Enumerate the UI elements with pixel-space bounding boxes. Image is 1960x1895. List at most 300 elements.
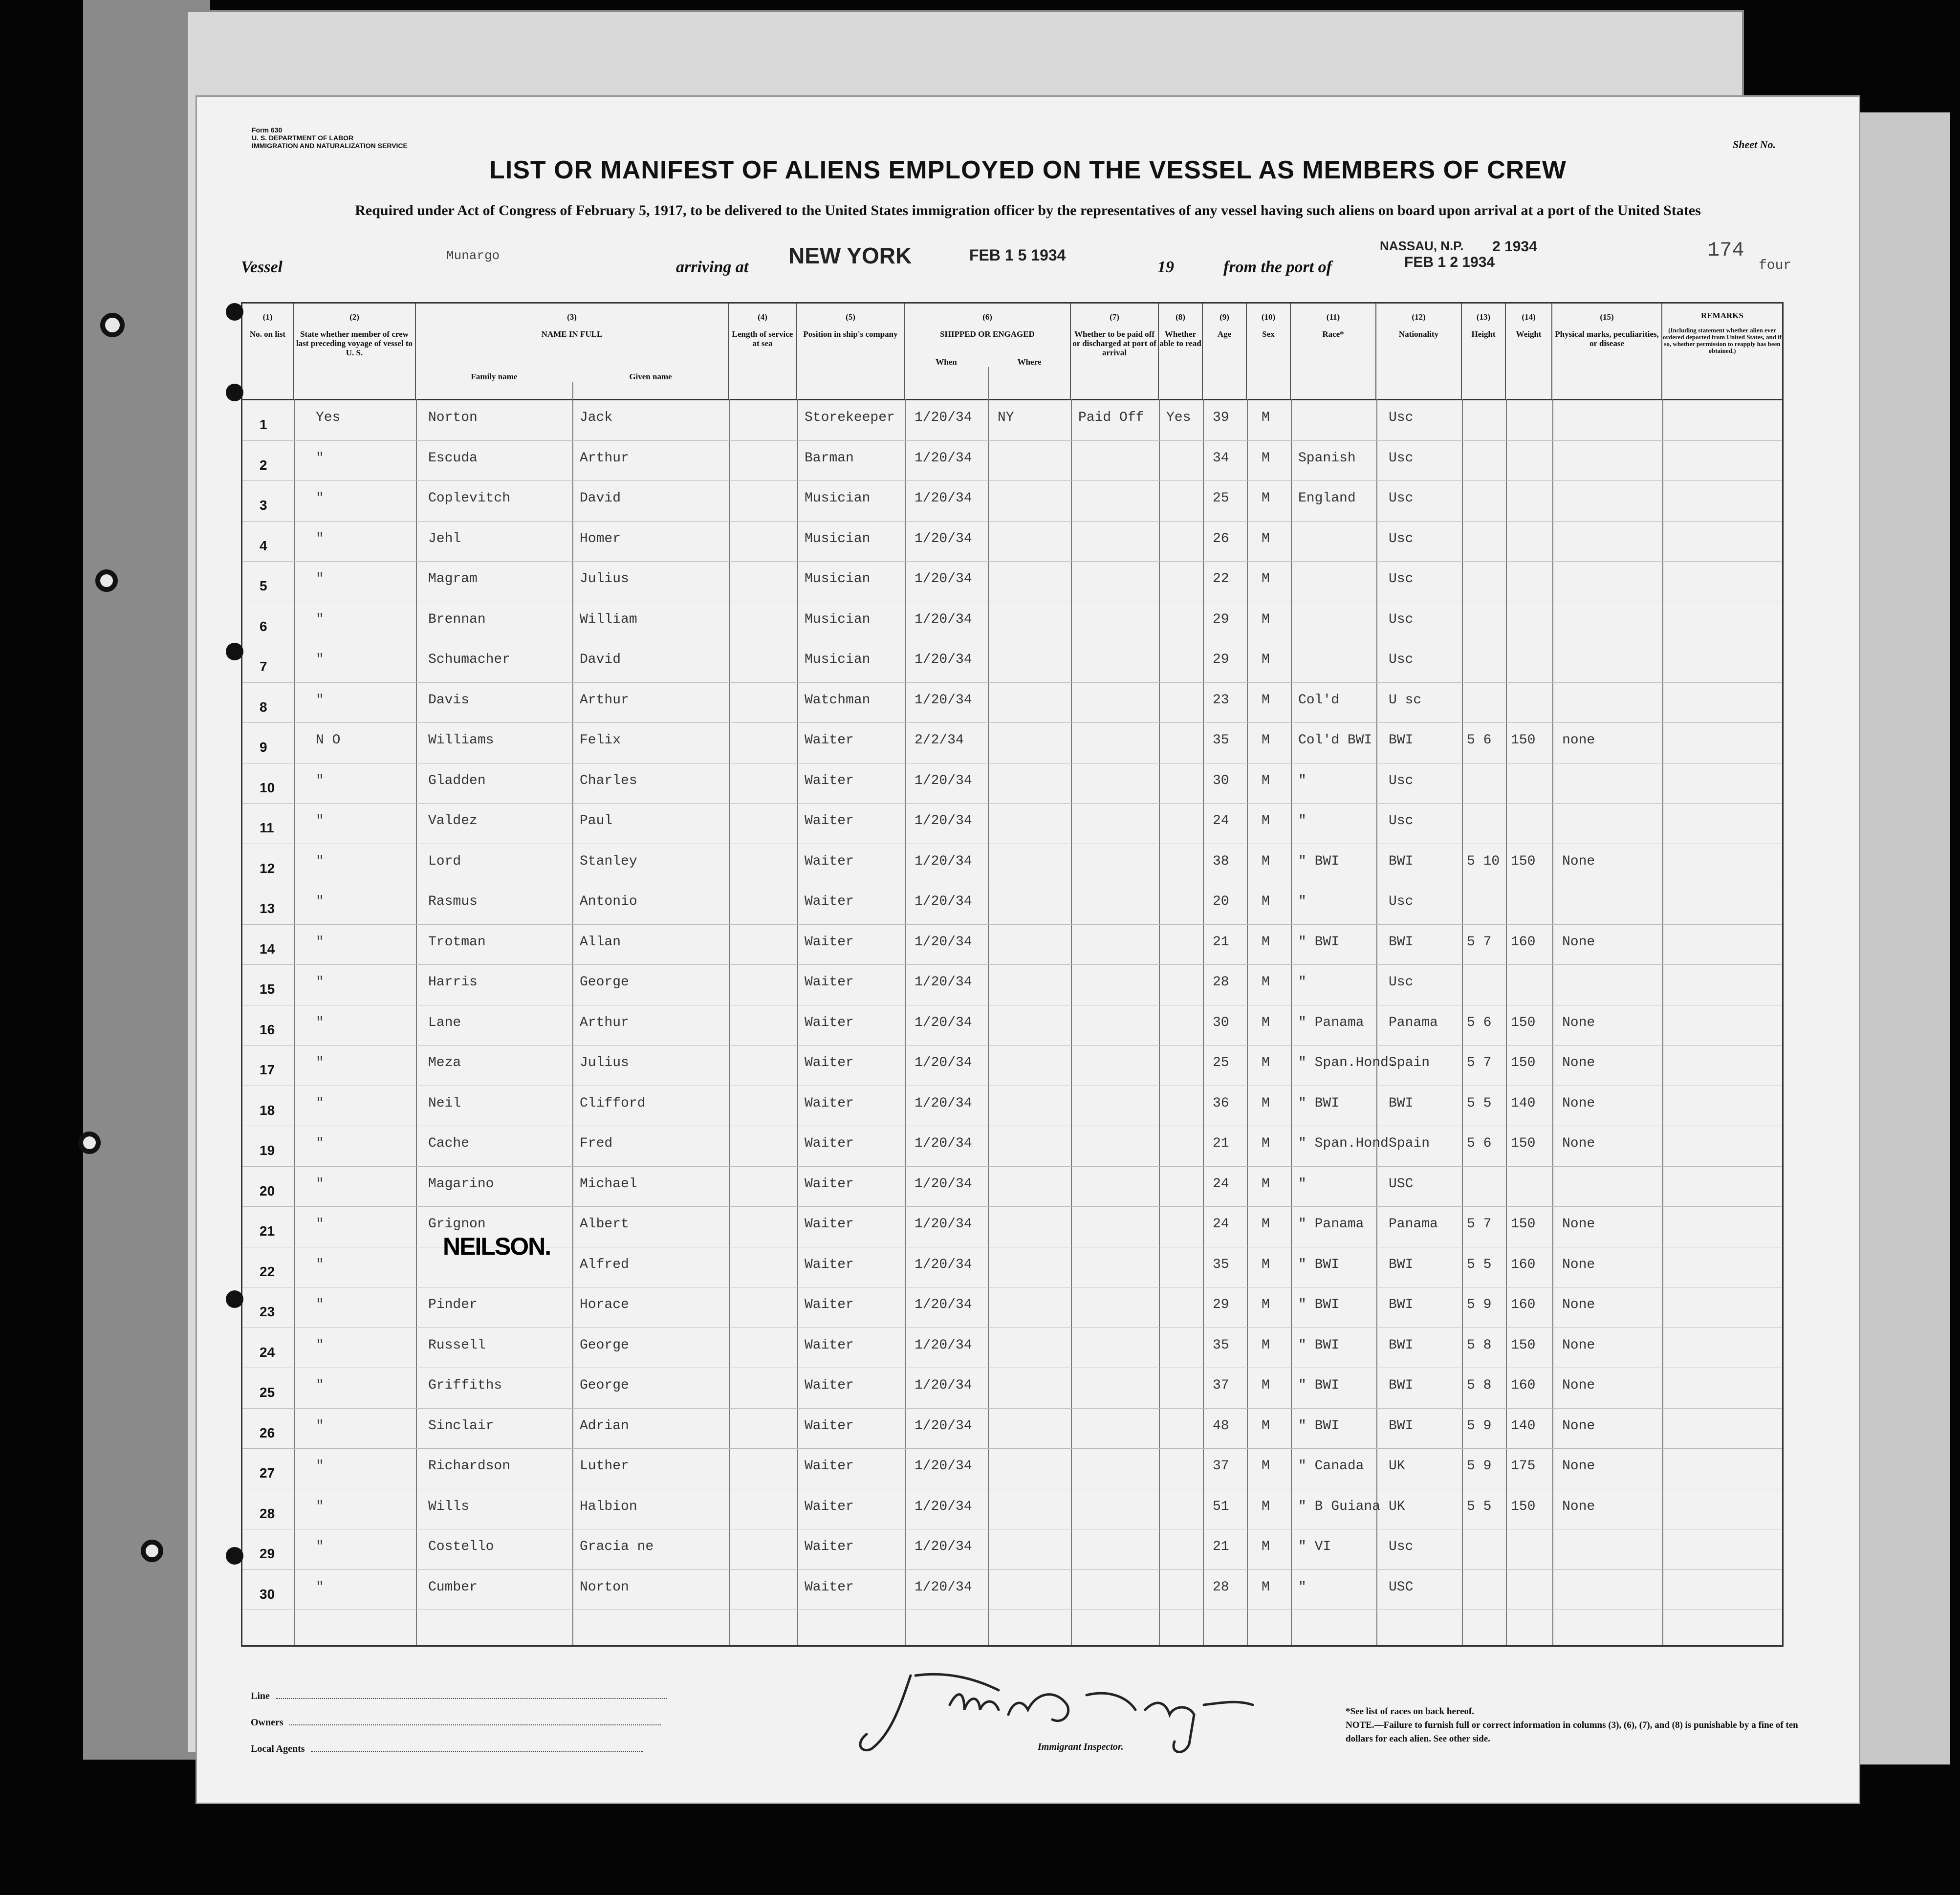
col-header-height: (13) Height bbox=[1462, 304, 1506, 399]
cell-weight: 150 bbox=[1511, 1337, 1536, 1353]
cell-no: 14 bbox=[260, 941, 275, 957]
cell-height: 5 9 bbox=[1467, 1418, 1492, 1434]
cell-age: 26 bbox=[1213, 531, 1229, 546]
cell-position: Waiter bbox=[805, 1176, 854, 1192]
cell-height: 5 9 bbox=[1467, 1459, 1492, 1474]
cell-given: Halbion bbox=[580, 1499, 637, 1514]
cell-race: " BWI bbox=[1298, 1257, 1340, 1272]
cell-weight: 160 bbox=[1511, 1378, 1536, 1393]
cell-weight: 140 bbox=[1511, 1418, 1536, 1434]
cell-position: Musician bbox=[805, 531, 871, 546]
cell-age: 20 bbox=[1213, 894, 1229, 909]
cell-position: Waiter bbox=[805, 1297, 854, 1312]
cell-weight: 150 bbox=[1511, 1055, 1536, 1070]
cell-sex: M bbox=[1262, 410, 1270, 425]
punch-hole bbox=[226, 384, 243, 401]
col-header-sex: (10) Sex bbox=[1247, 304, 1291, 399]
handwritten-correction: NEILSON. bbox=[443, 1233, 551, 1260]
cell-when: 1/20/34 bbox=[915, 1418, 972, 1434]
cell-sex: M bbox=[1262, 894, 1270, 909]
cell-marks: None bbox=[1562, 1378, 1595, 1393]
cell-prev: " bbox=[316, 1055, 324, 1070]
cell-weight: 150 bbox=[1511, 1499, 1536, 1514]
cell-sex: M bbox=[1262, 1499, 1270, 1514]
table-row bbox=[242, 441, 1782, 481]
cell-position: Waiter bbox=[805, 1539, 854, 1554]
cell-given: Arthur bbox=[580, 1015, 629, 1030]
cell-marks: None bbox=[1562, 1055, 1595, 1070]
voyage-line bbox=[241, 239, 1792, 287]
col-header-name: (3) NAME IN FULL Family name Given name bbox=[416, 304, 729, 399]
cell-no: 18 bbox=[260, 1102, 275, 1118]
cell-nationality: Usc bbox=[1389, 975, 1414, 990]
cell-sex: M bbox=[1262, 1459, 1270, 1474]
cell-height: 5 6 bbox=[1467, 1015, 1492, 1030]
cell-marks: None bbox=[1562, 1499, 1595, 1514]
from-port-label: from the port of bbox=[1223, 258, 1332, 276]
cell-given: Paul bbox=[580, 813, 613, 828]
cell-height: 5 6 bbox=[1467, 1136, 1492, 1151]
cell-given: Adrian bbox=[580, 1418, 629, 1434]
punch-hole bbox=[226, 1290, 243, 1308]
table-row bbox=[242, 683, 1782, 723]
cell-marks: None bbox=[1562, 1217, 1595, 1232]
cell-nationality: Usc bbox=[1389, 1539, 1414, 1554]
cell-race: England bbox=[1298, 491, 1356, 506]
table-row bbox=[242, 1449, 1782, 1489]
cell-given: Homer bbox=[580, 531, 621, 546]
cell-sex: M bbox=[1262, 1055, 1270, 1070]
cell-no: 24 bbox=[260, 1344, 275, 1360]
col-header-where: Where bbox=[1017, 357, 1042, 367]
cell-position: Waiter bbox=[805, 1257, 854, 1272]
cell-height: 5 5 bbox=[1467, 1257, 1492, 1272]
cell-prev: " bbox=[316, 1257, 324, 1272]
cell-race: Col'd BWI bbox=[1298, 733, 1372, 748]
cell-position: Musician bbox=[805, 571, 871, 587]
table-row bbox=[242, 481, 1782, 522]
cell-height: 5 8 bbox=[1467, 1337, 1492, 1353]
cell-family: Costello bbox=[428, 1539, 494, 1554]
page-number: 174 bbox=[1707, 239, 1744, 262]
punch-hole bbox=[141, 1540, 163, 1562]
cell-when: 1/20/34 bbox=[915, 1217, 972, 1232]
cell-race: " VI bbox=[1298, 1539, 1331, 1554]
cell-race: " bbox=[1298, 1176, 1307, 1192]
cell-family: Trotman bbox=[428, 934, 486, 950]
cell-race: " bbox=[1298, 773, 1307, 788]
cell-race: " Canada bbox=[1298, 1459, 1364, 1474]
table-row bbox=[242, 804, 1782, 844]
cell-age: 23 bbox=[1213, 692, 1229, 708]
cell-when: 1/20/34 bbox=[915, 1257, 972, 1272]
cell-race: " BWI bbox=[1298, 934, 1340, 950]
cell-sex: M bbox=[1262, 813, 1270, 828]
cell-given: David bbox=[580, 652, 621, 667]
cell-when: 1/20/34 bbox=[915, 652, 972, 667]
table-row bbox=[242, 1126, 1782, 1167]
cell-race: " BWI bbox=[1298, 1297, 1340, 1312]
cell-position: Storekeeper bbox=[805, 410, 895, 425]
cell-no: 8 bbox=[260, 699, 267, 715]
cell-no: 5 bbox=[260, 578, 267, 593]
cell-when: 1/20/34 bbox=[915, 1337, 972, 1353]
cell-race: " bbox=[1298, 813, 1307, 828]
footnote bbox=[1346, 1705, 1825, 1746]
cell-marks: None bbox=[1562, 1136, 1595, 1151]
cell-position: Waiter bbox=[805, 1418, 854, 1434]
col-header-shipped: (6) SHIPPED OR ENGAGED When Where bbox=[905, 304, 1071, 399]
col-header-age: (9) Age bbox=[1203, 304, 1247, 399]
table-row bbox=[242, 1086, 1782, 1127]
cell-family: Rasmus bbox=[428, 894, 478, 909]
cell-nationality: BWI bbox=[1389, 1257, 1414, 1272]
cell-age: 36 bbox=[1213, 1095, 1229, 1111]
cell-no: 25 bbox=[260, 1385, 275, 1400]
cell-age: 51 bbox=[1213, 1499, 1229, 1514]
cell-age: 39 bbox=[1213, 410, 1229, 425]
cell-no: 7 bbox=[260, 659, 267, 674]
cell-family: Griffiths bbox=[428, 1378, 502, 1393]
cell-race: " BWI bbox=[1298, 853, 1340, 869]
cell-family: Schumacher bbox=[428, 652, 511, 667]
cell-age: 48 bbox=[1213, 1418, 1229, 1434]
cell-when: 1/20/34 bbox=[915, 491, 972, 506]
cell-no: 23 bbox=[260, 1304, 275, 1319]
cell-height: 5 5 bbox=[1467, 1499, 1492, 1514]
table-row bbox=[242, 522, 1782, 562]
cell-no: 2 bbox=[260, 457, 267, 473]
cell-race: Col'd bbox=[1298, 692, 1340, 708]
cell-no: 22 bbox=[260, 1263, 275, 1279]
crew-table bbox=[241, 302, 1784, 1647]
cell-nationality: BWI bbox=[1389, 934, 1414, 950]
cell-weight: 150 bbox=[1511, 1015, 1536, 1030]
cell-family: Valdez bbox=[428, 813, 478, 828]
cell-nationality: Panama bbox=[1389, 1217, 1438, 1232]
cell-family: Magram bbox=[428, 571, 478, 587]
cell-height: 5 6 bbox=[1467, 733, 1492, 748]
cell-age: 24 bbox=[1213, 813, 1229, 828]
cell-family: Lord bbox=[428, 853, 461, 869]
cell-prev: " bbox=[316, 773, 324, 788]
cell-sex: M bbox=[1262, 692, 1270, 708]
form-service: IMMIGRATION AND NATURALIZATION SERVICE bbox=[252, 142, 408, 150]
cell-sex: M bbox=[1262, 934, 1270, 950]
col-header-weight: (14) Weight bbox=[1506, 304, 1552, 399]
cell-when: 1/20/34 bbox=[915, 894, 972, 909]
cell-weight: 150 bbox=[1511, 1217, 1536, 1232]
cell-nationality: Usc bbox=[1389, 450, 1414, 466]
cell-weight: 140 bbox=[1511, 1095, 1536, 1111]
cell-position: Watchman bbox=[805, 692, 871, 708]
cell-prev: " bbox=[316, 450, 324, 466]
cell-where: NY bbox=[998, 410, 1014, 425]
cell-nationality: Panama bbox=[1389, 1015, 1438, 1030]
col-header-given-name: Given name bbox=[629, 372, 672, 381]
cell-sex: M bbox=[1262, 1337, 1270, 1353]
cell-position: Waiter bbox=[805, 1579, 854, 1595]
cell-nationality: U sc bbox=[1389, 692, 1422, 708]
cell-position: Waiter bbox=[805, 1378, 854, 1393]
cell-prev: " bbox=[316, 1539, 324, 1554]
cell-family: Pinder bbox=[428, 1297, 478, 1312]
form-department: U. S. DEPARTMENT OF LABOR bbox=[252, 134, 354, 142]
cell-height: 5 7 bbox=[1467, 1217, 1492, 1232]
cell-no: 10 bbox=[260, 780, 275, 795]
cell-prev: " bbox=[316, 813, 324, 828]
cell-race: " B Guiana bbox=[1298, 1499, 1381, 1514]
cell-family: Gladden bbox=[428, 773, 486, 788]
cell-nationality: Usc bbox=[1389, 894, 1414, 909]
line-field: Line bbox=[251, 1683, 667, 1709]
cell-nationality: USC bbox=[1389, 1579, 1414, 1595]
cell-nationality: BWI bbox=[1389, 1095, 1414, 1111]
cell-family: Neil bbox=[428, 1095, 461, 1111]
cell-prev: " bbox=[316, 894, 324, 909]
cell-sex: M bbox=[1262, 1297, 1270, 1312]
cell-nationality: Spain bbox=[1389, 1136, 1430, 1151]
cell-nationality: Usc bbox=[1389, 491, 1414, 506]
cell-prev: " bbox=[316, 1095, 324, 1111]
cell-nationality: USC bbox=[1389, 1176, 1414, 1192]
table-row bbox=[242, 1368, 1782, 1409]
penalty-note: NOTE.—Failure to furnish full or correct information in columns (3), (6), (7), and (8) is punishable by a fine of ten dollars for each alien. See other side. bbox=[1346, 1720, 1798, 1744]
cell-family: Wills bbox=[428, 1499, 470, 1514]
cell-sex: M bbox=[1262, 733, 1270, 748]
table-row bbox=[242, 1005, 1782, 1046]
cell-no: 29 bbox=[260, 1546, 275, 1561]
cell-sex: M bbox=[1262, 491, 1270, 506]
cell-age: 21 bbox=[1213, 934, 1229, 950]
table-row bbox=[242, 1489, 1782, 1530]
cell-given: William bbox=[580, 611, 637, 627]
cell-height: 5 7 bbox=[1467, 934, 1492, 950]
cell-prev: " bbox=[316, 1176, 324, 1192]
cell-age: 21 bbox=[1213, 1136, 1229, 1151]
cell-prev: " bbox=[316, 1499, 324, 1514]
cell-when: 1/20/34 bbox=[915, 1539, 972, 1554]
cell-prev: " bbox=[316, 1418, 324, 1434]
cell-when: 1/20/34 bbox=[915, 1095, 972, 1111]
cell-race: Spanish bbox=[1298, 450, 1356, 466]
cell-position: Waiter bbox=[805, 733, 854, 748]
cell-given: Jack bbox=[580, 410, 613, 425]
vessel-name: Munargo bbox=[446, 248, 500, 263]
cell-when: 1/20/34 bbox=[915, 934, 972, 950]
cell-nationality: UK bbox=[1389, 1459, 1405, 1474]
cell-prev: " bbox=[316, 571, 324, 587]
cell-sex: M bbox=[1262, 1257, 1270, 1272]
cell-when: 1/20/34 bbox=[915, 1015, 972, 1030]
cell-race: " BWI bbox=[1298, 1378, 1340, 1393]
col-header-remarks: REMARKS (Including statement whether alien ever ordered deported from United States, and if so, whether permission to reapply has been obtained.) bbox=[1662, 311, 1782, 354]
cell-prev: " bbox=[316, 975, 324, 990]
footer-fields bbox=[251, 1683, 667, 1762]
inspector-label: Immigrant Inspector. bbox=[1038, 1742, 1124, 1752]
cell-prev: " bbox=[316, 934, 324, 950]
cell-given: Charles bbox=[580, 773, 637, 788]
cell-age: 25 bbox=[1213, 1055, 1229, 1070]
cell-height: 5 10 bbox=[1467, 853, 1500, 869]
cell-sex: M bbox=[1262, 1539, 1270, 1554]
cell-marks: None bbox=[1562, 853, 1595, 869]
form-subtitle: Required under Act of Congress of February 5, 1917, to be delivered to the United States immigration officer by the representatives of any vessel having such aliens on board upon arrival at a port of the United States bbox=[355, 202, 1701, 218]
cell-read: Yes bbox=[1166, 410, 1191, 425]
arrival-date-stamp: FEB 1 5 1934 bbox=[969, 246, 1066, 264]
cell-prev: " bbox=[316, 692, 324, 708]
cell-position: Waiter bbox=[805, 1217, 854, 1232]
cell-family: Cache bbox=[428, 1136, 470, 1151]
cell-no: 11 bbox=[260, 820, 274, 835]
col-header-read: (8) Whether able to read bbox=[1159, 304, 1203, 399]
cell-race: " bbox=[1298, 894, 1307, 909]
table-row bbox=[242, 844, 1782, 885]
cell-nationality: BWI bbox=[1389, 1378, 1414, 1393]
cell-family: Magarino bbox=[428, 1176, 494, 1192]
punch-hole bbox=[226, 303, 243, 321]
races-note: *See list of races on back hereof. bbox=[1346, 1706, 1474, 1717]
col-header-nationality: (12) Nationality bbox=[1376, 304, 1462, 399]
cell-height: 5 8 bbox=[1467, 1378, 1492, 1393]
cell-height: 5 9 bbox=[1467, 1297, 1492, 1312]
cell-age: 29 bbox=[1213, 652, 1229, 667]
cell-paid: Paid Off bbox=[1078, 410, 1144, 425]
table-row bbox=[242, 1529, 1782, 1570]
cell-sex: M bbox=[1262, 571, 1270, 587]
cell-when: 1/20/34 bbox=[915, 571, 972, 587]
cell-nationality: Usc bbox=[1389, 571, 1414, 587]
cell-prev: " bbox=[316, 611, 324, 627]
cell-family: Norton bbox=[428, 410, 478, 425]
cell-no: 13 bbox=[260, 901, 275, 916]
cell-no: 19 bbox=[260, 1143, 275, 1158]
cell-family: Escuda bbox=[428, 450, 478, 466]
departure-date-stamp: FEB 1 2 1934 bbox=[1404, 254, 1495, 270]
cell-marks: None bbox=[1562, 934, 1595, 950]
cell-family: Richardson bbox=[428, 1459, 511, 1474]
cell-no: 16 bbox=[260, 1022, 275, 1037]
cell-no: 6 bbox=[260, 618, 267, 634]
cell-position: Barman bbox=[805, 450, 854, 466]
cell-given: Horace bbox=[580, 1297, 629, 1312]
cell-given: Albert bbox=[580, 1217, 629, 1232]
cell-nationality: BWI bbox=[1389, 733, 1414, 748]
cell-when: 1/20/34 bbox=[915, 1459, 972, 1474]
cell-age: 24 bbox=[1213, 1217, 1229, 1232]
cell-when: 1/20/34 bbox=[915, 1055, 972, 1070]
cell-prev: " bbox=[316, 1297, 324, 1312]
cell-prev: " bbox=[316, 1579, 324, 1595]
cell-no: 26 bbox=[260, 1425, 275, 1440]
cell-nationality: Spain bbox=[1389, 1055, 1430, 1070]
cell-when: 1/20/34 bbox=[915, 531, 972, 546]
punch-hole bbox=[78, 1132, 101, 1154]
cell-prev: " bbox=[316, 1378, 324, 1393]
cell-age: 29 bbox=[1213, 1297, 1229, 1312]
cell-no: 28 bbox=[260, 1505, 275, 1521]
col-header-previous-voyage: (2) State whether member of crew last preceding voyage of vessel to U. S. bbox=[294, 304, 416, 399]
cell-no: 4 bbox=[260, 538, 267, 553]
cell-sex: M bbox=[1262, 975, 1270, 990]
cell-no: 20 bbox=[260, 1183, 275, 1198]
cell-sex: M bbox=[1262, 611, 1270, 627]
year-label: 19 bbox=[1157, 258, 1174, 276]
cell-marks: None bbox=[1562, 1015, 1595, 1030]
cell-sex: M bbox=[1262, 531, 1270, 546]
col-header-paid-off: (7) Whether to be paid off or discharged at port of arrival bbox=[1071, 304, 1159, 399]
cell-no: 17 bbox=[260, 1062, 275, 1077]
cell-given: Julius bbox=[580, 1055, 629, 1070]
cell-prev: N O bbox=[316, 733, 341, 748]
cell-family: Cumber bbox=[428, 1579, 478, 1595]
cell-family: Grignon bbox=[428, 1217, 486, 1232]
cell-sex: M bbox=[1262, 1418, 1270, 1434]
cell-when: 1/20/34 bbox=[915, 813, 972, 828]
cell-nationality: BWI bbox=[1389, 1337, 1414, 1353]
cell-family: Davis bbox=[428, 692, 470, 708]
table-row bbox=[242, 400, 1782, 441]
cell-height: 5 7 bbox=[1467, 1055, 1492, 1070]
cell-given: Clifford bbox=[580, 1095, 646, 1111]
table-row bbox=[242, 763, 1782, 804]
cell-age: 28 bbox=[1213, 1579, 1229, 1595]
cell-when: 1/20/34 bbox=[915, 773, 972, 788]
cell-prev: " bbox=[316, 1337, 324, 1353]
col-header-when: When bbox=[936, 357, 957, 367]
table-row bbox=[242, 1328, 1782, 1369]
cell-prev: " bbox=[316, 491, 324, 506]
cell-given: Gracia ne bbox=[580, 1539, 654, 1554]
cell-nationality: Usc bbox=[1389, 773, 1414, 788]
cell-position: Waiter bbox=[805, 934, 854, 950]
cell-when: 1/20/34 bbox=[915, 410, 972, 425]
cell-weight: 150 bbox=[1511, 733, 1536, 748]
cell-race: " bbox=[1298, 975, 1307, 990]
cell-nationality: UK bbox=[1389, 1499, 1405, 1514]
cell-weight: 150 bbox=[1511, 853, 1536, 869]
cell-marks: none bbox=[1562, 733, 1595, 748]
cell-position: Waiter bbox=[805, 1015, 854, 1030]
form-number: Form 630 bbox=[252, 126, 283, 134]
table-row bbox=[242, 1570, 1782, 1611]
local-agents-field: Local Agents bbox=[251, 1736, 667, 1762]
cell-no: 30 bbox=[260, 1586, 275, 1602]
cell-race: " Panama bbox=[1298, 1015, 1364, 1030]
cell-position: Waiter bbox=[805, 1136, 854, 1151]
cell-age: 22 bbox=[1213, 571, 1229, 587]
col-header-service: (4) Length of service at sea bbox=[729, 304, 797, 399]
table-row bbox=[242, 602, 1782, 643]
table-row bbox=[242, 884, 1782, 925]
departure-port: NASSAU, N.P. bbox=[1380, 239, 1464, 253]
cell-race: " Span.Hond. bbox=[1298, 1055, 1397, 1070]
cell-family: Russell bbox=[428, 1337, 486, 1353]
cell-race: " Span.Hond bbox=[1298, 1136, 1389, 1151]
cell-no: 12 bbox=[260, 860, 275, 876]
cell-age: 24 bbox=[1213, 1176, 1229, 1192]
form-identifier bbox=[252, 126, 408, 150]
cell-age: 21 bbox=[1213, 1539, 1229, 1554]
cell-when: 1/20/34 bbox=[915, 450, 972, 466]
col-header-race: (11) Race* bbox=[1291, 304, 1376, 399]
cell-race: " BWI bbox=[1298, 1095, 1340, 1111]
cell-given: Felix bbox=[580, 733, 621, 748]
table-row bbox=[242, 1409, 1782, 1449]
cell-when: 2/2/34 bbox=[915, 733, 964, 748]
cell-given: George bbox=[580, 1337, 629, 1353]
cell-when: 1/20/34 bbox=[915, 1297, 972, 1312]
